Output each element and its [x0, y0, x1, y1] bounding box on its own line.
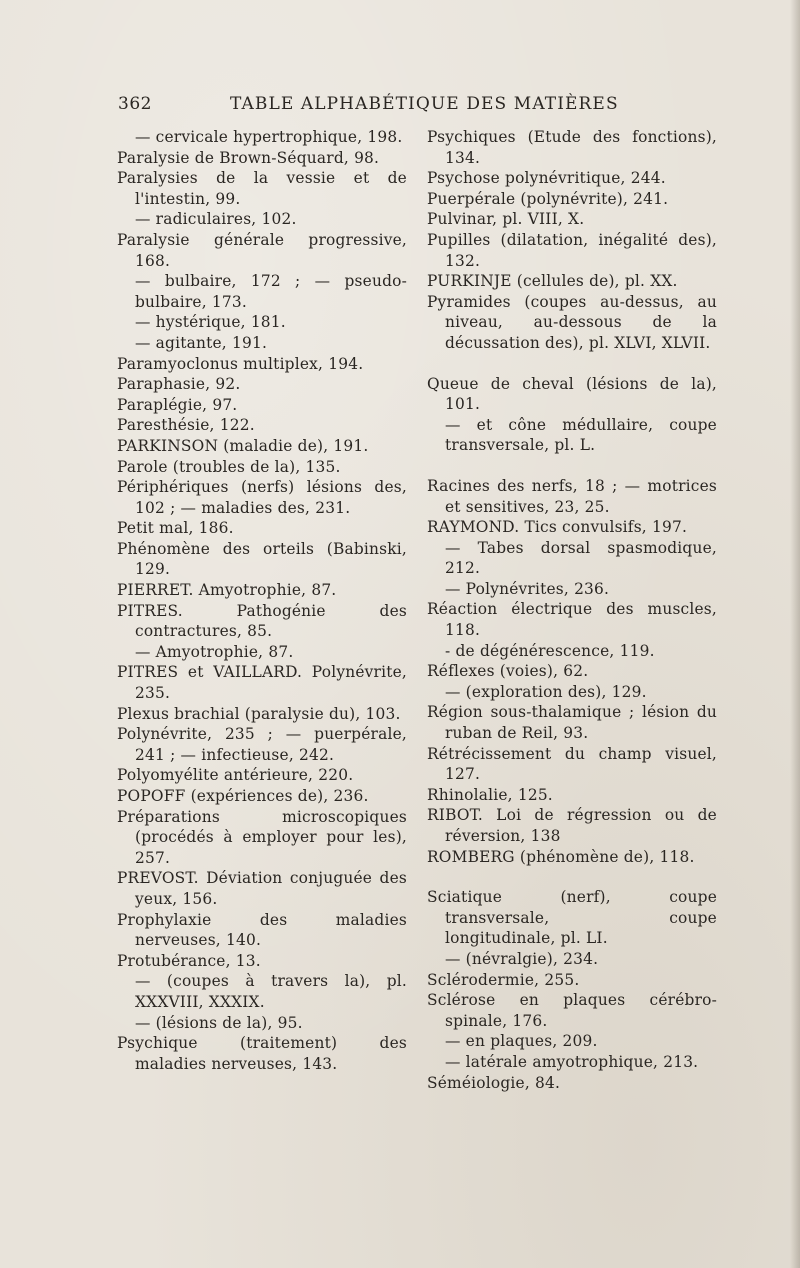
index-entry: PARKINSON (maladie de), 191. [117, 436, 369, 455]
index-entry: Petit mal, 186. [117, 519, 234, 538]
index-entry: RAYMOND. Tics convulsifs, 197. [427, 518, 688, 537]
index-entry: Phénomène des orteils (Babinski, 129. [117, 539, 407, 579]
index-entry: Pulvinar, pl. VIII, X. [427, 210, 585, 229]
index-entry: — bulbaire, 172 ; — pseudo-bulbaire, 173. [135, 272, 407, 311]
index-entry: Rétrécissement du champ visuel, 127. [427, 744, 717, 784]
index-entry: — radiculaires, 102. [135, 210, 297, 229]
index-entry: — (névralgie), 234. [445, 949, 599, 968]
index-column-left [117, 127, 407, 1074]
index-entry: Queue de cheval (lésions de la), 101. [427, 374, 717, 414]
index-entry: — et cône médullaire, coupe transversale, pl. L. [445, 415, 717, 455]
index-entry: Paralysie de Brown-Séquard, 98. [117, 148, 380, 167]
index-entry: Réflexes (voies), 62. [427, 662, 589, 681]
index-entry: Plexus brachial (paralysie du), 103. [117, 704, 401, 723]
index-entry: Polyomyélite antérieure, 220. [117, 766, 354, 785]
index-entry: Paralysies de la vessie et de l'intestin, 99. [117, 169, 407, 208]
index-entry: ROMBERG (phénomène de), 118. [427, 847, 695, 866]
index-entry: POPOFF (expériences de), 236. [117, 787, 369, 805]
index-entry: — (exploration des), 129. [445, 682, 647, 701]
index-entry: PURKINJE (cellules de), pl. XX. [427, 272, 678, 291]
index-entry: — (lésions de la), 95. [135, 1013, 303, 1032]
index-entry: — (coupes à travers la), pl. XXXVIII, XXXIX. [135, 972, 407, 1011]
index-entry: RIBOT. Loi de régression ou de réversion, 138 [427, 806, 717, 845]
index-entry: Psychose polynévritique, 244. [427, 169, 666, 188]
index-entry: Rhinolalie, 125. [427, 785, 553, 804]
index-entry: Sclérodermie, 255. [427, 970, 580, 989]
index-entry: Paralysie générale progressive, 168. [117, 230, 407, 270]
index-entry: Parole (troubles de la), 135. [117, 457, 341, 476]
index-entry: — en plaques, 209. [445, 1032, 598, 1051]
index-entry: — latérale amyotrophique, 213. [445, 1052, 699, 1071]
index-entry: Paresthésie, 122. [117, 416, 255, 435]
index-entry: PITRES et VAILLARD. Polynévrite, 235. [117, 663, 407, 703]
index-entry: Séméiologie, 84. [427, 1073, 561, 1092]
index-entry: Réaction électrique des muscles, 118. [427, 600, 717, 640]
index-entry: Paramyoclonus multiplex, 194. [117, 354, 364, 373]
index-entry: Polynévrite, 235 ; — puerpérale, 241 ; — infectieuse, 242. [117, 725, 407, 764]
index-entry: Paraphasie, 92. [117, 375, 241, 394]
index-entry: Préparations microscopiques (procédés à employer pour les), 257. [117, 807, 407, 867]
index-column-right [427, 127, 717, 1093]
index-entry: Puerpérale (polynévrite), 241. [427, 189, 669, 208]
index-entry: Prophylaxie des maladies nerveuses, 140. [117, 910, 407, 950]
index-entry: Région sous-thalamique ; lésion du ruban de Reil, 93. [427, 703, 717, 743]
index-entry: PITRES. Pathogénie des contractures, 85. [117, 601, 407, 641]
index-entry: — hystérique, 181. [135, 313, 286, 332]
index-entry: Sciatique (nerf), coupe transversale, coupe longitudinale, pl. LI. [427, 888, 717, 948]
index-entry: — Tabes dorsal spasmodique, 212. [445, 538, 717, 578]
page-number: 362 [118, 94, 152, 114]
page-header [118, 94, 676, 118]
index-entry: — agitante, 191. [135, 333, 268, 352]
index-entry: — Polynévrites, 236. [445, 579, 610, 598]
index-entry: Pupilles (dilatation, inégalité des), 132. [427, 230, 717, 270]
index-entry: Protubérance, 13. [117, 951, 261, 970]
index-entry: - de dégénérescence, 119. [445, 641, 655, 660]
index-entry: PREVOST. Déviation conjuguée des yeux, 156. [117, 869, 407, 908]
index-entry: Périphériques (nerfs) lésions des, 102 ; — maladies des, 231. [117, 478, 407, 517]
page-edge-shadow [790, 0, 800, 1268]
index-entry: Psychiques (Etude des fonctions), 134. [427, 128, 717, 167]
index-entry: Paraplégie, 97. [117, 395, 238, 414]
index-entry: Racines des nerfs, 18 ; — motrices et sensitives, 23, 25. [427, 476, 717, 516]
index-entry: — Amyotrophie, 87. [135, 642, 294, 661]
index-entry: — cervicale hypertrophique, 198. [135, 128, 403, 146]
index-entry: Sclérose en plaques cérébro-spinale, 176. [427, 991, 717, 1030]
index-entry: Psychique (traitement) des maladies nerveuses, 143. [117, 1034, 407, 1073]
index-entry: Pyramides (coupes au-dessus, au niveau, au-dessous de la décussation des), pl. XLVI, XLVII. [427, 292, 717, 352]
running-title: TABLE ALPHABÉTIQUE DES MATIÈRES [230, 94, 619, 114]
index-entry: PIERRET. Amyotrophie, 87. [117, 581, 337, 600]
